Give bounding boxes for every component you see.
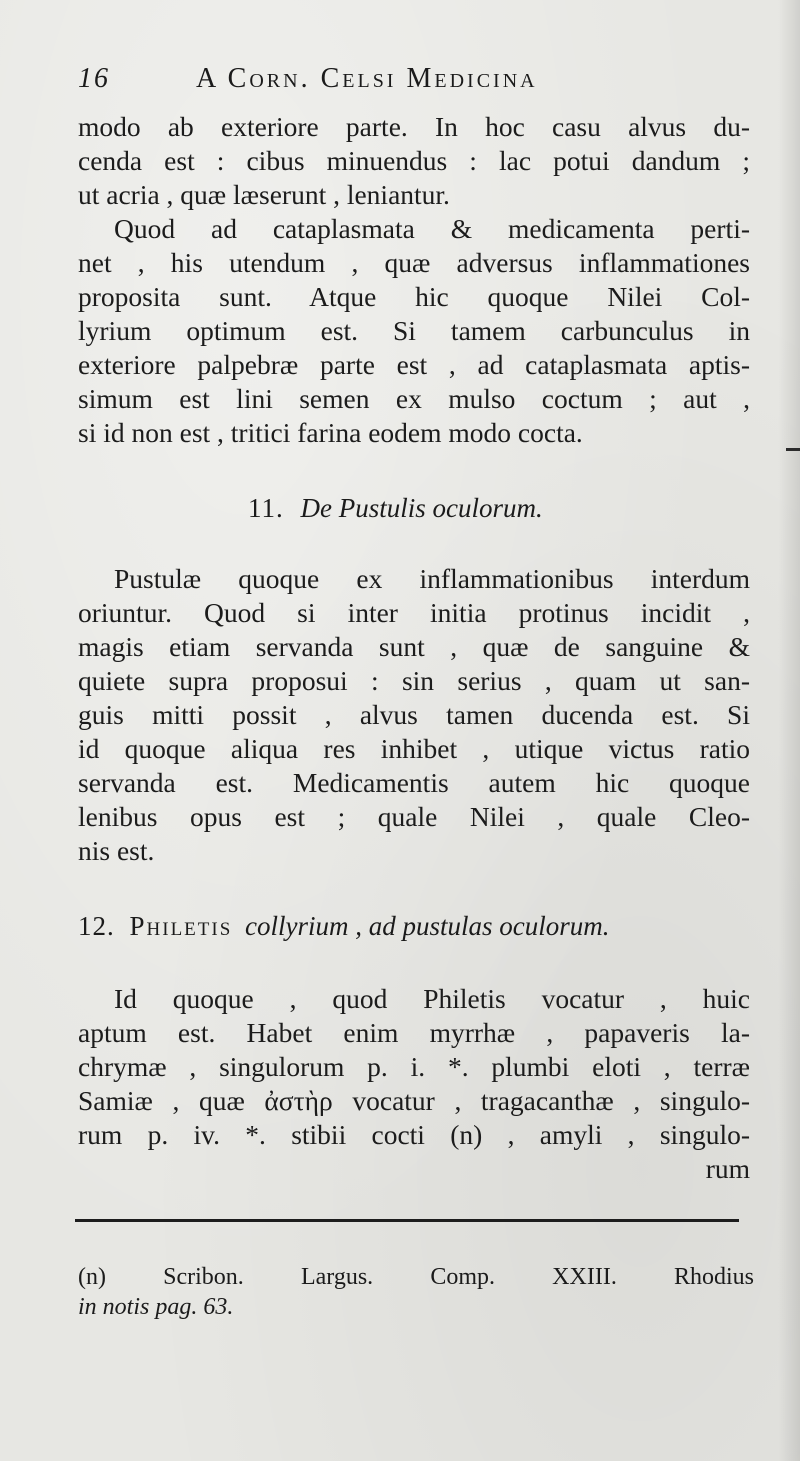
catchword: rum xyxy=(705,1153,750,1184)
text-line: simum est lini semen ex mulso coctum ; aut , xyxy=(78,383,750,414)
paragraph-philetis xyxy=(78,982,750,1186)
text-line: servanda est. Medicamentis autem hic quoque xyxy=(78,767,750,798)
footnote-line: (n) Scribon. Largus. Comp. XXIII. Rhodius xyxy=(78,1264,754,1290)
text-line: magis etiam servanda sunt , quæ de sanguine & xyxy=(78,631,750,662)
text-line: Id quoque , quod Philetis vocatur , huic xyxy=(114,983,750,1014)
text-line: proposita sunt. Atque hic quoque Nilei Col- xyxy=(78,281,750,312)
section-11-heading xyxy=(248,490,543,526)
text-line: exteriore palpebræ parte est , ad cataplasmata aptis- xyxy=(78,349,750,380)
text-line: lyrium optimum est. Si tamem carbunculus in xyxy=(78,315,750,346)
text-line: Quod ad cataplasmata & medicamenta perti- xyxy=(114,213,750,244)
text-line: rum p. iv. *. stibii cocti (n) , amyli , singulo- xyxy=(78,1119,750,1150)
text-line: ut acria , quæ læserunt , leniantur. xyxy=(78,179,450,210)
paragraph-pustulae xyxy=(78,562,750,868)
text-line: cenda est : cibus minuendus : lac potui dandum ; xyxy=(78,145,750,176)
text-line: chrymæ , singulorum p. i. *. plumbi eloti , terræ xyxy=(78,1051,750,1082)
text-line: aptum est. Habet enim myrrhæ , papaveris la- xyxy=(78,1017,750,1048)
paragraph-cataplasmata xyxy=(78,212,750,450)
text-line: nis est. xyxy=(78,835,155,866)
section-name: Philetis xyxy=(129,911,233,941)
text-line: modo ab exteriore parte. In hoc casu alvus du- xyxy=(78,111,750,142)
text-line: guis mitti possit , alvus tamen ducenda est. Si xyxy=(78,699,750,730)
text-line: si id non est , tritici farina eodem modo cocta. xyxy=(78,417,583,448)
section-title: collyrium , ad pustulas oculorum. xyxy=(245,911,610,941)
running-head-title: A Corn. Celsi Medicina xyxy=(196,63,538,94)
section-12-heading xyxy=(78,908,610,944)
section-number: 12. xyxy=(78,911,115,941)
text-line: id quoque aliqua res inhibet , utique victus ratio xyxy=(78,733,750,764)
page-edge-shadow xyxy=(778,0,800,1461)
text-line: lenibus opus est ; quale Nilei , quale Cleo- xyxy=(78,801,750,832)
margin-mark xyxy=(786,448,800,451)
footnote-rule xyxy=(75,1219,739,1222)
section-number: 11. xyxy=(248,493,284,523)
footnote xyxy=(78,1262,754,1322)
text-line: Pustulæ quoque ex inflammationibus interdum xyxy=(114,563,750,594)
text-line: net , his utendum , quæ adversus inflammationes xyxy=(78,247,750,278)
paragraph-continuation xyxy=(78,110,750,212)
page-number: 16 xyxy=(78,63,110,94)
section-title: De Pustulis oculorum. xyxy=(300,493,543,523)
running-head xyxy=(78,58,738,100)
text-line: Samiæ , quæ ἀστὴρ vocatur , tragacanthæ , singulo- xyxy=(78,1085,750,1116)
text-line: quiete supra proposui : sin serius , quam ut san- xyxy=(78,665,750,696)
text-line: oriuntur. Quod si inter initia protinus incidit , xyxy=(78,597,750,628)
footnote-line: in notis pag. 63. xyxy=(78,1294,234,1320)
